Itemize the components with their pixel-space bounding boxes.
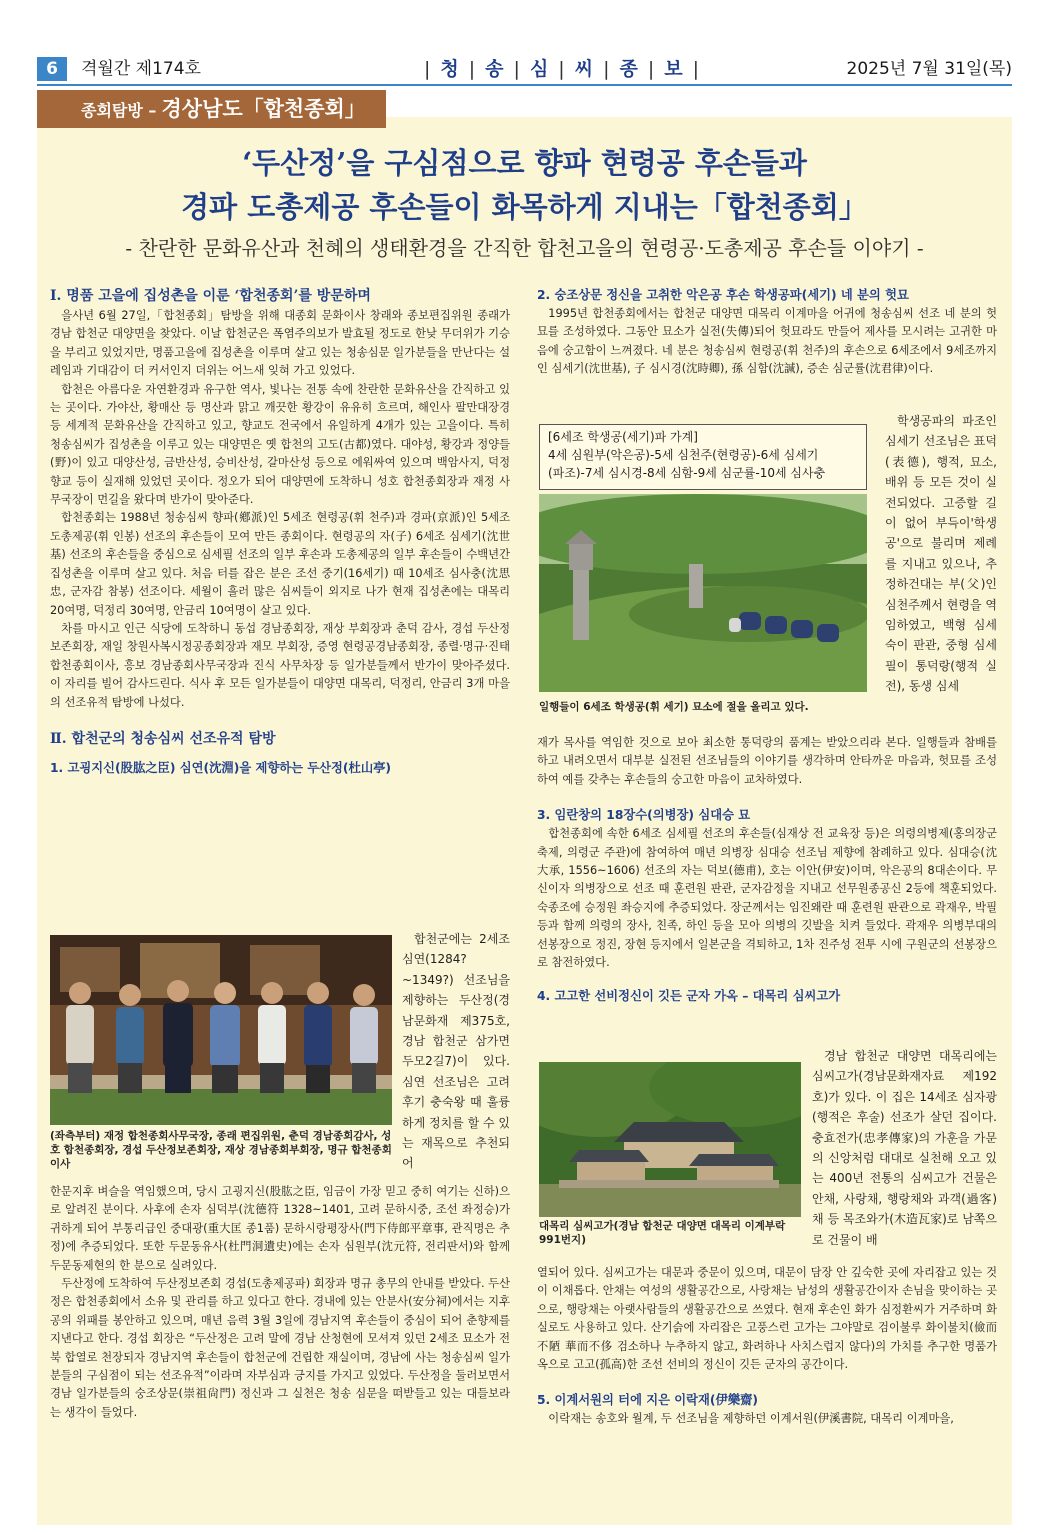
left-column-bottom <box>50 1183 510 1422</box>
brand-char: 청 <box>440 58 460 80</box>
headline-subtitle: - 찬란한 문화유산과 천혜의 생태환경을 간직한 합천고을의 현령공·도총제공 후손들 이야기 - <box>125 236 924 260</box>
left-column-top <box>50 285 510 778</box>
section-tag-title: 경상남도「합천종회」 <box>161 97 366 121</box>
section-1-title: Ⅰ. 명품 고을에 집성촌을 이룬 ‘합천종회’를 방문하며 <box>50 288 371 304</box>
tomb-photo <box>539 494 867 692</box>
old-house-photo-caption: 대목리 심씨고가(경남 합천군 대양면 대목리 이계부락 991번지) <box>539 1220 786 1246</box>
paragraph: 합천은 아름다운 자연환경과 유구한 역사, 빛나는 전통 속에 찬란한 문화유산을 간직하고 있는 곳이다. 가야산, 황매산 등 명산과 맑고 깨끗한 황강이 유유히 흐르며, 해인사 팔만대장경 등 세계적 문화유산을 간직하고 있고, 향교도 전국에서 유일하게 4개가 있는 고을이다. 특히 청송심씨가 집성촌을 이루고 있는 대양면은 옛 합천의 고도(古都)였다. 대야성, 황강과 정양들(野)이 있고 대양산성, 금반산성, 승비산성, 갈마산성 등으로 에워싸여 있으며 백암사지, 덕정향교 등이 실재해 있었던 곳이다. 정오가 되어 대양면에 도착하니 성호 합천종회장과 재정 사무국장이 먼길을 왔다며 반가이 맞아준다. <box>50 382 510 507</box>
paragraph: 재가 목사를 역임한 것으로 보아 최소한 통덕랑의 품계는 받았으리라 본다. 일행들과 참배를 하고 내려오면서 대부분 실전된 선조님들의 이야기를 생각하며 안타까운 마음과, 헛묘를 조성하여 예를 갖추는 후손들의 숭고한 마음이 교차하였다. <box>537 736 997 786</box>
lineage-box <box>539 424 867 490</box>
paragraph: 이락재는 송호와 월계, 두 선조님을 제향하던 이계서원(伊溪書院, 대목리 이계마을, <box>548 1412 954 1426</box>
paragraph: 합천군에는 2세조 심연(1284?~1349?) 선조님을 제향하는 두산정(경남문화재 제375호, 경남 합천군 삼가면 두모2길7)이 있다. 심연 선조님은 고려 후기 충숙왕 때 훌륭하게 정치를 할 수 있는 재목으로 추천되어 <box>402 932 510 1171</box>
subsection-4-title: 4. 고고한 선비정신이 깃든 군자 가옥 – 대목리 심씨고가 <box>537 989 841 1004</box>
paragraph: 을사년 6월 27일,「합천종회」탐방을 위해 대종회 문화이사 창래와 종보편집위원 종래가 경남 합천군 대양면을 찾았다. 이날 합천군은 폭염주의보가 발효될 정도로 한낮 무더위가 기승을 부리고 있었지만, 명품고을에 집성촌을 이루며 살고 있는 청송심문 일가분들을 만난다는 설레임과 기대감이 더 커서인지 더위는 어느새 잊혀 가고 있었다. <box>50 309 510 378</box>
paragraph: 합천종회는 1988년 청송심씨 향파(鄕派)인 5세조 현령공(휘 천주)과 경파(京派)인 5세조 도총제공(휘 인봉) 선조의 후손들이 모여 만든 종회이다. 현령공의 자(子) 6세조 심세기(沈世基) 선조의 후손들을 중심으로 심세필 선조의 일부 후손과 도총제공의 일부 후손들이 수백년간 집성촌을 이루며 살고 있다. 처음 터를 잡은 분은 조선 중기(16세기) 때 10세조 심사충(沈思忠, 군자감 참봉) 선조이다. 세월이 흘러 많은 심씨들이 외지로 나가 현재 집성촌에는 대목리 20여명, 덕정리 30여명, 안금리 10여명이 살고 있다. <box>50 511 510 617</box>
paragraph: 열되어 있다. 심씨고가는 대문과 중문이 있으며, 대문이 담장 안 깊숙한 곳에 자리잡고 있는 것이 이채롭다. 안채는 여성의 생활공간으로, 사랑채는 남성의 생활공간이자 손님을 맞이하는 곳으로, 행랑채는 아랫사람들의 생활공간으로 쓰였다. 현재 후손인 화가 심정환씨가 거주하며 화실로도 사용하고 있다. 산기슭에 자리잡은 고풍스런 고가는 그야말로 검이불루 화이불치(儉而不陋 華而不侈 검소하나 누추하지 않고, 화려하나 사치스럽지 않다)의 가치를 추구한 명품가옥으로 고고(孤高)한 조선 선비의 정신이 깃든 군자의 공간이다. <box>537 1266 997 1372</box>
section-tag <box>37 90 386 128</box>
brand-char: 보 <box>664 58 684 80</box>
issue-number: 격월간 제174호 <box>81 59 201 79</box>
paragraph: 경남 합천군 대양면 대목리에는 심씨고가(경남문화재자료 제192호)가 있다. 이 집은 14세조 심자광(행적은 후술) 선조가 살던 집이다. 충효전가(忠孝傳家)의 가훈을 가문의 신앙처럼 대대로 실천해 오고 있는 400년 전통의 심씨고가 건물은 안채, 사랑채, 행랑채와 과객(過客)채 등 목조와가(木造瓦家)로 남쪽으로 건물이 배 <box>812 1049 997 1247</box>
subsection-5-title: 5. 이계서원의 터에 지은 이락재(伊樂齋) <box>537 1393 759 1408</box>
old-house-photo <box>539 1062 801 1217</box>
headline-line-1: ‘두산정’을 구심점으로 향파 현령공 후손들과 <box>242 146 807 180</box>
lineage-line: [6세조 학생공(세기)파 가계] <box>548 430 698 444</box>
paragraph: 두산정에 도착하여 두산정보존회 경섭(도총제공파) 회장과 명규 총무의 안내를 받았다. 두산정은 합천종회에서 소유 및 관리를 하고 있다고 한다. 경내에 있는 안분사(安分祠)에서는 지후공의 위패를 봉안하고 있으며, 매년 음력 3월 3일에 경남지역 후손들이 중심이 되어 춘향제를 지낸다고 한다. 경섭 회장은 “두산정은 고려 말에 경남 산청현에 모셔져 있던 2세조 묘소가 전북 합열로 천장되자 경남지역 후손들이 합천군에 건립한 재실이며, 경남에 사는 청송심씨 일가분들의 구심점이 되는 선조유적”이라며 자부심과 긍지를 가지고 있었다. 두산정을 둘러보면서 경남 일가분들의 숭조상문(崇祖尙門) 정신과 그 실천은 청송 심문을 떠받들고 있는 대들보라는 생각이 들었다. <box>50 1277 510 1419</box>
section-2-title: Ⅱ. 합천군의 청송심씨 선조유적 탐방 <box>50 730 276 747</box>
page-number: 6 <box>37 57 67 81</box>
brand-char: 송 <box>485 58 505 80</box>
paragraph: 학생공파의 파조인 심세기 선조님은 표덕(表德), 행적, 묘소, 배위 등 모든 것이 실전되었다. 고증할 길이 없어 부득이'학생공'으로 불리며 제례를 지내고 있으나, 추정하건대는 부(父)인 심천주께서 현령을 역임하였고, 백형 심세숙이 판관, 중형 심세필이 통덕랑(행적 실전), 동생 심세 <box>885 414 997 694</box>
lineage-line: 4세 심원부(악은공)-5세 심천주(현령공)-6세 심세기 <box>548 448 819 462</box>
headline-line-2: 경파 도총제공 후손들이 화목하게 지내는「합천종회」 <box>181 190 868 224</box>
header-rule <box>37 84 1012 86</box>
tomb-photo-caption: 일행들이 6세조 학생공(휘 세기) 묘소에 절을 올리고 있다. <box>539 701 809 713</box>
right-column-middle <box>537 734 997 1006</box>
lineage-line: (파조)-7세 심시경-8세 심함-9세 심군률-10세 심사충 <box>548 466 826 480</box>
newspaper-brand: | 청 | 송 | 심 | 씨 | 종 | 보 | <box>424 58 700 80</box>
group-photo-caption: (좌측부터) 재정 합천종회사무국장, 종래 편집위원, 춘덕 경남종회감사, 성호 합천종회장, 경섭 두산정보존회장, 재상 경남종회부회장, 명규 합천종회이사 <box>50 1130 392 1170</box>
subsection-3-title: 3. 임란창의 18장수(의병장) 심대승 묘 <box>537 808 751 823</box>
subsection-1-title: 1. 고굉지신(股肱之臣) 심연(沈淵)을 제향하는 두산정(杜山亭) <box>50 760 392 775</box>
right-side-text-1 <box>885 411 997 697</box>
left-side-text <box>402 929 510 1174</box>
paragraph: 합천종회에 속한 6세조 심세필 선조의 후손들(심재상 전 교육장 등)은 의령의병제(홍의장군 축제, 의령군 주관)에 참여하여 매년 의병장 심대승 선조님 제향에 참례하고 있다. 심대승(沈大承, 1556~1606) 선조의 자는 덕보(德甫), 호는 이안(伊安)이며, 악은공의 8대손이다. 무신이자 의병장으로 선조 때 훈련원 판관, 군자감정을 지내고 선무원종공신 2등에 책훈되었다. 숙종조에 승정원 좌승지에 추증되었다. 장군께서는 임진왜란 때 훈련원 판관으로 곽재우, 박필 등과 함께 의령의 장사, 친족, 하인 등을 모아 의병의 깃발을 치켜 들었다. 곽재우 의병부대의 선봉장으로 정진, 장현 등지에서 일본군을 격퇴하고, 1차 진주성 전투 시에 구원군의 선봉장으로 참전하였다. <box>537 827 997 970</box>
paragraph: 한문지후 벼슬을 역임했으며, 당시 고굉지신(股肱之臣, 임금이 가장 믿고 중히 여기는 신하)으로 알려진 분이다. 사후에 손자 심덕부(沈德符 1328~1401, 고려 문하시중, 조선 좌정승)가 귀하게 되어 부통리급인 중대광(重大匡 종1품) 문하시랑평장사(門下侍郎平章事, 관직명은 추정)에 추증되었다. 또한 두문동유사(杜門洞遺史)에는 손자 심원부(沈元符, 전리판서)와 함께 두문동제현의 한 분으로 실려있다. <box>50 1185 510 1272</box>
group-photo <box>50 935 392 1125</box>
right-column-bottom <box>537 1264 997 1429</box>
issue-date: 2025년 7월 31일(목) <box>846 59 1012 79</box>
page-header <box>37 57 1012 83</box>
subsection-2-title: 2. 숭조상문 정신을 고취한 악은공 후손 학생공파(세기) 네 분의 헛묘 <box>537 288 909 302</box>
brand-char: 씨 <box>574 58 595 80</box>
brand-char: 종 <box>619 58 639 80</box>
paragraph: 차를 마시고 인근 식당에 도착하니 동섭 경남종회장, 재상 부회장과 춘덕 감사, 경섭 두산정보존회장, 재일 창원사복시정공종회장과 재모 부회장, 증영 현령공경남종회장, 종렬·명규·진태 합천종회이사, 흥보 경남종회사무국장과 진식 사무차장 등 일가분들께서 반가이 맞아주셨다. 이 자리를 빌어 감사드린다. 식사 후 모든 일가분들이 대양면 대목리, 덕정리, 안금리 3개 마을의 선조유적 탐방에 나섰다. <box>50 621 510 709</box>
brand-char: 심 <box>529 58 550 80</box>
right-side-text-2 <box>812 1046 997 1250</box>
right-column-top <box>537 285 997 379</box>
section-tag-prefix: 종회탐방 – <box>81 101 157 120</box>
paragraph: 1995년 합천종회에서는 합천군 대양면 대목리 이계마을 어귀에 청송심씨 선조 네 분의 헛묘를 조성하였다. 그동안 묘소가 실전(失傳)되어 헛묘라도 만들어 제사를 모시려는 고귀한 마음에 숭고함이 느껴졌다. 네 분은 청송심씨 현령공(휘 천주)의 후손으로 6세조에서 9세조까지인 심세기(沈世基), 子 심시경(沈時卿), 孫 심함(沈諴), 증손 심군률(沈君律)이다. <box>537 307 997 376</box>
